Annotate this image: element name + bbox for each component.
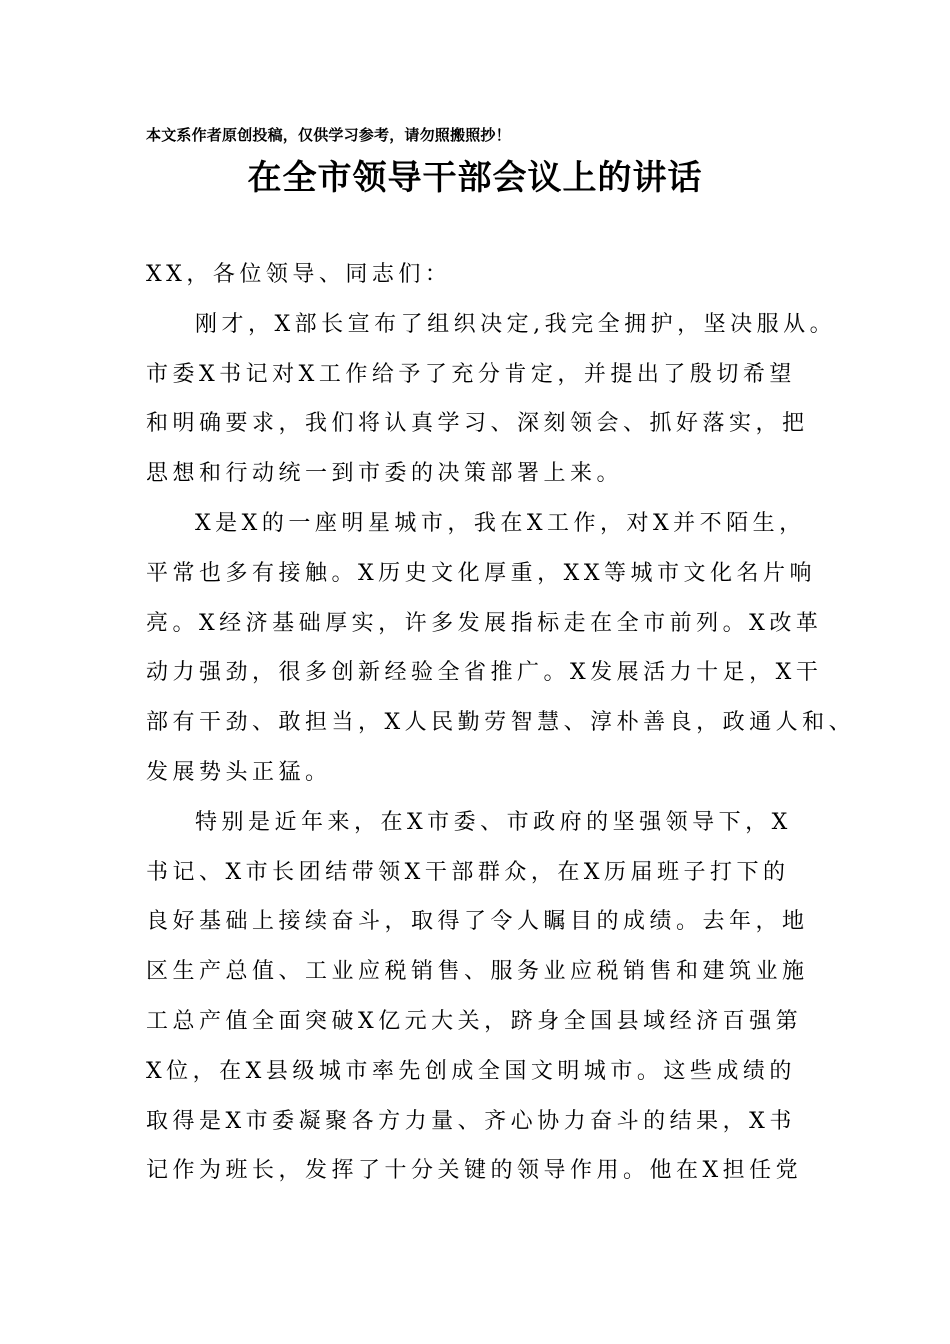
paragraph-line: X位，在X县级城市率先创成全国文明城市。这些成绩的 [146,1058,796,1084]
paragraph-line: X是X的一座明星城市，我在X工作，对X并不陌生， [195,510,806,536]
paragraph-line: 书记、X市长团结带领X干部群众，在X历届班子打下的 [146,859,790,885]
paragraph-line: 区生产总值、工业应税销售、服务业应税销售和建筑业施 [146,959,809,985]
paragraph-line: 市委X书记对X工作给予了充分肯定，并提出了殷切希望 [146,361,796,387]
copyright-notice: 本文系作者原创投稿，仅供学习参考，请勿照搬照抄！ [146,126,511,144]
paragraph-line: 动力强劲，很多创新经验全省推广。X发展活力十足，X干 [146,660,823,686]
paragraph-line: 部有干劲、敢担当，X人民勤劳智慧、淳朴善良，政通人和、 [146,710,856,736]
paragraph-line: 思想和行动统一到市委的决策部署上来。 [146,461,624,487]
paragraph-line: 亮。X经济基础厚实，许多发展指标走在全市前列。X改革 [146,610,823,636]
paragraph-line: 发展势头正猛。 [146,759,332,785]
salutation-line: XX，各位领导、同志们： [146,262,452,287]
paragraph-line: 取得是X市委凝聚各方力量、齐心协力奋斗的结果，X书 [146,1108,796,1134]
paragraph-line: 记作为班长，发挥了十分关键的领导作用。他在X担任党 [146,1158,803,1184]
paragraph-line: 平常也多有接触。X历史文化厚重，XX等城市文化名片响 [146,560,816,586]
paragraph-line: 特别是近年来，在X市委、市政府的坚强领导下，X [195,809,792,835]
speech-body [146,250,856,1196]
paragraph-line: 和明确要求，我们将认真学习、深刻领会、抓好落实，把 [146,411,809,437]
page-title: 在全市领导干部会议上的讲话 [247,158,703,198]
paragraph-line: 工总产值全面突破X亿元大关，跻身全国县域经济百强第 [146,1008,803,1034]
paragraph-line: 良好基础上接续奋斗，取得了令人瞩目的成绩。去年，地 [146,909,809,935]
paragraph-line: 刚才，X部长宣布了组织决定,我完全拥护，坚决服从。 [195,311,837,337]
